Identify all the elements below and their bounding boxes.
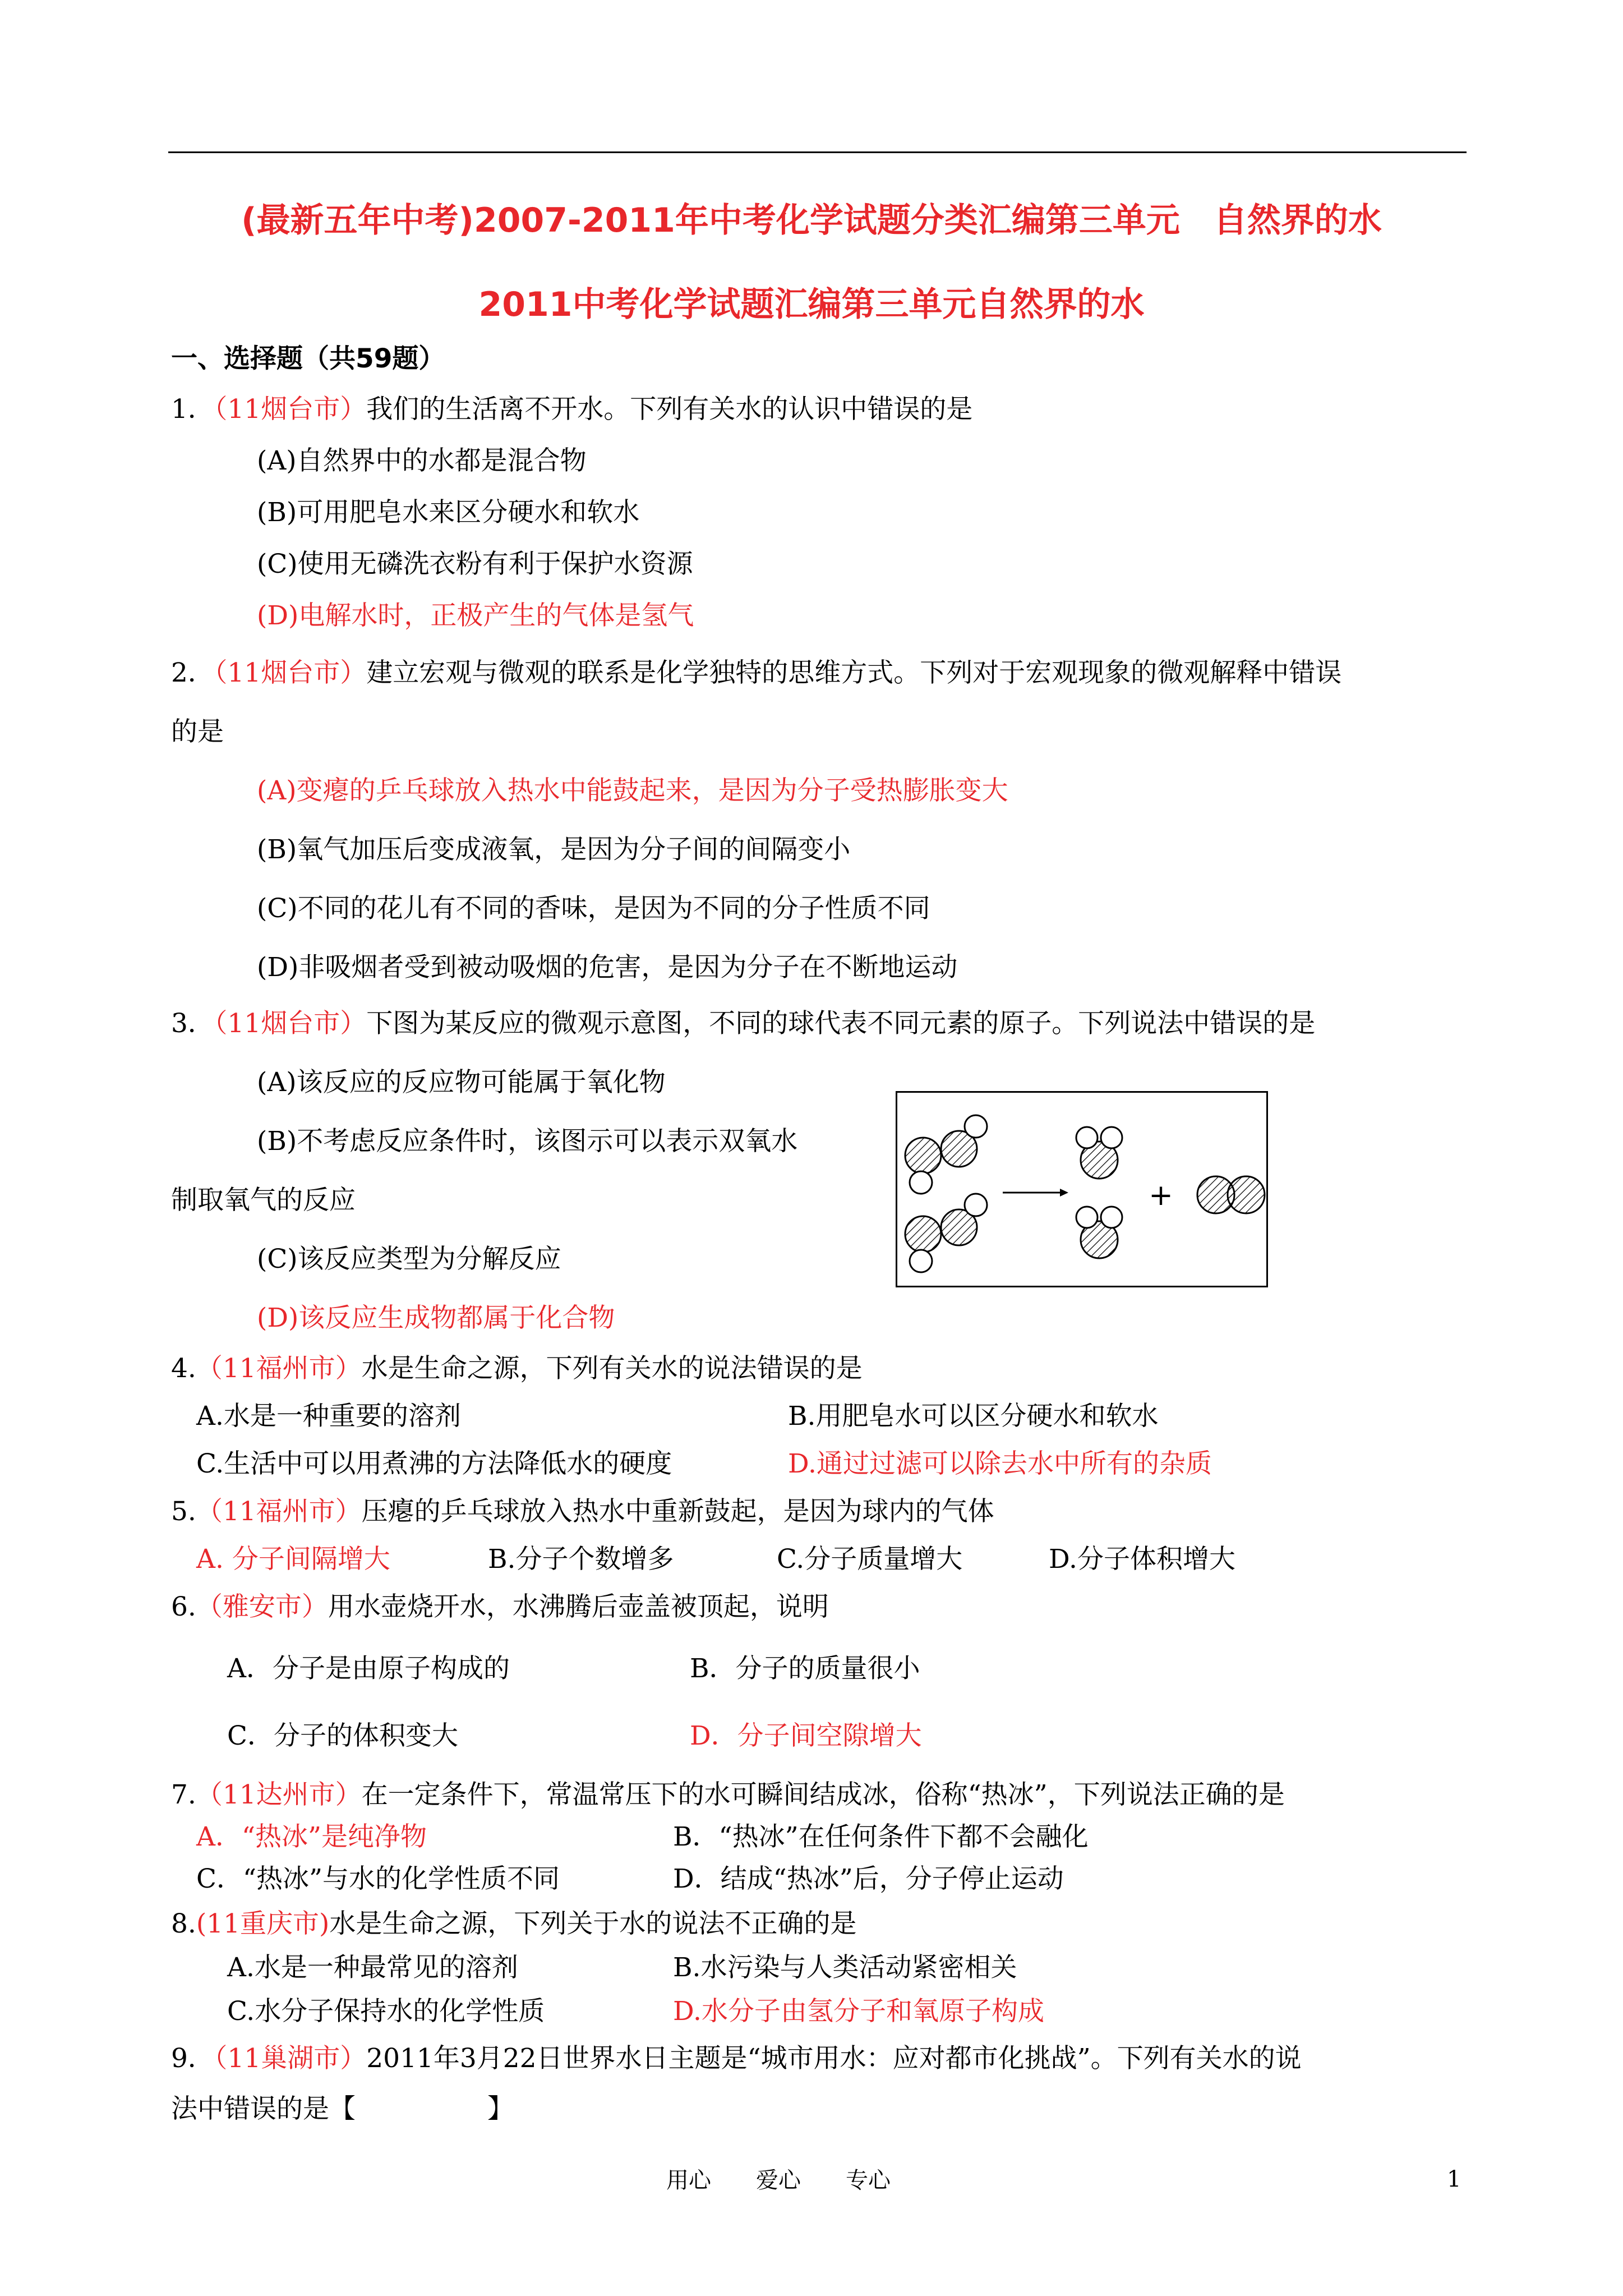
q7-option-b: B．“热冰”在任何条件下都不会融化 bbox=[673, 1821, 1089, 1852]
q8-option-d-answer: D.水分子由氢分子和氧原子构成 bbox=[673, 1996, 1044, 2027]
q3-option-c: (C)该反应类型为分解反应 bbox=[257, 1244, 561, 1274]
q8-option-a: A.水是一种最常见的溶剂 bbox=[227, 1952, 518, 1983]
question-stem: 水是生命之源，下列关于水的说法不正确的是 bbox=[329, 1908, 857, 1939]
question-number: 6. bbox=[171, 1591, 196, 1622]
product-molecule-2 bbox=[1076, 1207, 1122, 1258]
q9-stem-continued: 法中错误的是【 】 bbox=[171, 2093, 514, 2124]
plus-sign: + bbox=[1149, 1179, 1173, 1212]
question-number: 7. bbox=[171, 1779, 196, 1810]
q2-stem-continued: 的是 bbox=[171, 716, 224, 747]
question-1 bbox=[171, 393, 972, 426]
question-stem: 在一定条件下，常温常压下的水可瞬间结成冰，俗称“热冰”，下列说法正确的是 bbox=[361, 1779, 1285, 1810]
question-9 bbox=[171, 2042, 1302, 2076]
q5-option-c: C.分子质量增大 bbox=[777, 1544, 963, 1575]
question-stem: 下图为某反应的微观示意图，不同的球代表不同元素的原子。下列说法中错误的是 bbox=[366, 1008, 1316, 1039]
q5-option-d: D.分子体积增大 bbox=[1049, 1544, 1235, 1575]
product-molecule-1 bbox=[1076, 1127, 1122, 1179]
product-molecule-3 bbox=[1197, 1176, 1265, 1213]
question-stem: 压瘪的乒乓球放入热水中重新鼓起，是因为球内的气体 bbox=[361, 1496, 994, 1527]
q8-option-b: B.水污染与人类活动紧密相关 bbox=[673, 1952, 1017, 1983]
q3-option-b: (B)不考虑反应条件时，该图示可以表示双氧水 bbox=[257, 1126, 798, 1157]
q2-option-a-answer: (A)变瘪的乒乓球放入热水中能鼓起来，是因为分子受热膨胀变大 bbox=[257, 775, 1008, 806]
question-source: （11巢湖市） bbox=[214, 2043, 367, 2074]
reactant-molecule-2 bbox=[905, 1194, 987, 1272]
q4-option-d-answer: D.通过过滤可以除去水中所有的杂质 bbox=[788, 1448, 1212, 1479]
footer-motto: 用心 爱心 专心 bbox=[666, 2168, 891, 2193]
q4-option-a: A.水是一种重要的溶剂 bbox=[196, 1401, 461, 1432]
q7-option-a-answer: A．“热冰”是纯净物 bbox=[196, 1821, 427, 1852]
q2-option-d: (D)非吸烟者受到被动吸烟的危害，是因为分子在不断地运动 bbox=[257, 952, 958, 983]
question-2 bbox=[171, 656, 1341, 690]
q6-option-a: A．分子是由原子构成的 bbox=[227, 1653, 510, 1684]
question-number: 9． bbox=[171, 2043, 214, 2074]
q1-option-c: (C)使用无磷洗衣粉有利于保护水资源 bbox=[257, 549, 693, 579]
question-number: 1． bbox=[171, 394, 214, 425]
question-stem: 2011年3月22日世界水日主题是“城市用水：应对都市化挑战”。下列有关水的说 bbox=[366, 2043, 1302, 2074]
question-source: （11福州市） bbox=[196, 1353, 362, 1384]
q7-option-d: D．结成“热冰”后，分子停止运动 bbox=[673, 1864, 1064, 1894]
q2-option-c: (C)不同的花儿有不同的香味，是因为不同的分子性质不同 bbox=[257, 893, 930, 924]
q3-option-d-answer: (D)该反应生成物都属于化合物 bbox=[257, 1303, 615, 1333]
question-stem: 用水壶烧开水，水沸腾后壶盖被顶起，说明 bbox=[328, 1591, 829, 1622]
question-source: （11烟台市） bbox=[214, 1008, 367, 1039]
q6-option-d-answer: D．分子间空隙增大 bbox=[690, 1720, 922, 1751]
question-4 bbox=[171, 1352, 863, 1386]
question-number: 5. bbox=[171, 1496, 196, 1527]
reaction-diagram bbox=[896, 1091, 1268, 1287]
q2-option-b: (B)氧气加压后变成液氧，是因为分子间的间隔变小 bbox=[257, 834, 851, 865]
question-source: (11重庆市) bbox=[196, 1908, 330, 1939]
q1-option-b: (B)可用肥皂水来区分硬水和软水 bbox=[257, 497, 640, 528]
question-8 bbox=[171, 1907, 856, 1941]
reaction-diagram-svg bbox=[897, 1093, 1266, 1286]
question-source: （11福州市） bbox=[196, 1496, 362, 1527]
q4-option-b: B.用肥皂水可以区分硬水和软水 bbox=[788, 1401, 1159, 1432]
question-source: （雅安市） bbox=[196, 1591, 328, 1622]
question-5 bbox=[171, 1495, 994, 1529]
page-number: 1 bbox=[1447, 2166, 1461, 2192]
q4-option-c: C.生活中可以用煮沸的方法降低水的硬度 bbox=[196, 1448, 672, 1479]
question-number: 3． bbox=[171, 1008, 214, 1039]
q7-option-c: C．“热冰”与水的化学性质不同 bbox=[196, 1864, 560, 1894]
reaction-arrow-icon bbox=[1003, 1189, 1068, 1197]
q1-option-a: (A)自然界中的水都是混合物 bbox=[257, 445, 587, 476]
q3-option-b-continued: 制取氧气的反应 bbox=[171, 1185, 356, 1216]
question-stem: 我们的生活离不开水。下列有关水的认识中错误的是 bbox=[366, 394, 973, 425]
q5-option-a-answer: A. 分子间隔增大 bbox=[196, 1544, 390, 1575]
q6-option-c: C．分子的体积变大 bbox=[227, 1720, 458, 1751]
header-rule bbox=[168, 151, 1467, 153]
question-6 bbox=[171, 1590, 829, 1624]
q6-option-b: B．分子的质量很小 bbox=[690, 1653, 920, 1684]
question-number: 2． bbox=[171, 657, 214, 688]
question-number: 8. bbox=[171, 1908, 196, 1939]
question-7 bbox=[171, 1778, 1285, 1812]
q1-option-d-answer: (D)电解水时，正极产生的气体是氢气 bbox=[257, 600, 694, 631]
question-source: （11烟台市） bbox=[214, 394, 367, 425]
page-title: (最新五年中考)2007-2011年中考化学试题分类汇编第三单元 自然界的水 bbox=[241, 201, 1382, 240]
reactant-molecule-1 bbox=[905, 1115, 987, 1194]
q5-option-b: B.分子个数增多 bbox=[488, 1544, 674, 1575]
q3-option-a: (A)该反应的反应物可能属于氧化物 bbox=[257, 1067, 666, 1098]
question-stem: 水是生命之源，下列有关水的说法错误的是 bbox=[361, 1353, 863, 1384]
question-3 bbox=[171, 1007, 1315, 1041]
q8-option-c: C.水分子保持水的化学性质 bbox=[227, 1996, 545, 2027]
question-number: 4. bbox=[171, 1353, 196, 1384]
section-heading: 一、选择题（共59题） bbox=[171, 343, 445, 374]
question-stem: 建立宏观与微观的联系是化学独特的思维方式。下列对于宏观现象的微观解释中错误 bbox=[366, 657, 1342, 688]
page-subtitle: 2011中考化学试题汇编第三单元自然界的水 bbox=[478, 285, 1145, 324]
question-source: （11烟台市） bbox=[214, 657, 367, 688]
question-source: （11达州市） bbox=[196, 1779, 362, 1810]
